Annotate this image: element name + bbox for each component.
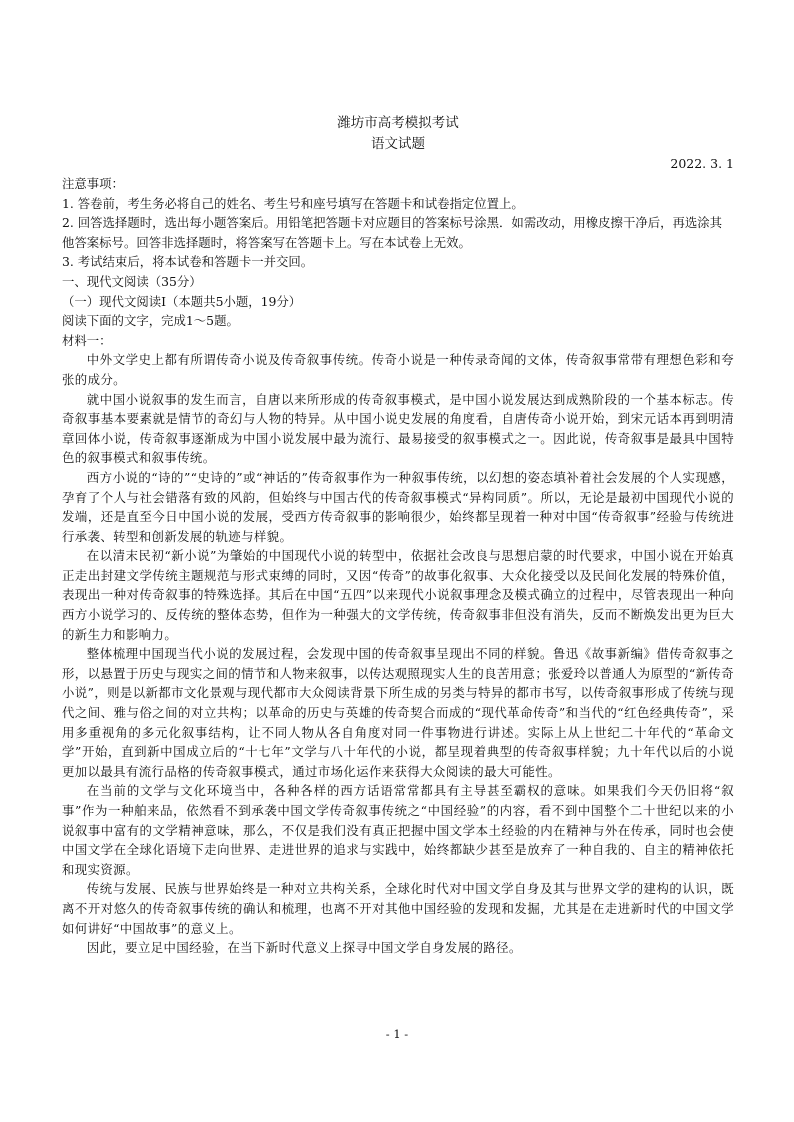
paragraph-1: 中外文学史上都有所谓传奇小说及传奇叙事传统。传奇小说是一种传录奇闻的文体，传奇叙事常带有理想色彩和夸张的成分。 [62, 352, 734, 387]
exam-title: 潍坊市高考模拟考试 [337, 115, 459, 131]
paragraph-8: 因此，要立足中国经验，在当下新时代意义上探寻中国文学自身发展的路径。 [86, 940, 522, 956]
note-item-1: 1. 答卷前，考生务必将自己的姓名、考生号和座号填写在答题卡和试卷指定位置上。 [62, 195, 524, 211]
page-number: - 1 - [385, 1027, 409, 1041]
notes-heading: 注意事项： [62, 176, 124, 191]
document-page [62, 112, 734, 958]
paragraph-5: 整体梳理中国现当代小说的发展过程，会发现中国的传奇叙事呈现出不同的样貌。鲁迅《故事新编》借传奇叙事之形，以悬置于历史与现实之间的情节和人物来叙事，以传达观照现实人生的良苦用意；张爱玲以普通人为原型的“新传奇小说”，则是以新都市文化景观与现代都市大众阅读背景下所生成的另类与特异的都市书写，以传奇叙事形成了传统与现代之间、雅与俗之间的对立共构；以革命的历史与英雄的传奇契合而成的“现代革命传奇”和当代的“红色经典传奇”，采用多重视角的多元化叙事结构，让不同人物从各自角度对同一件事物进行讲述。实际上从上世纪二十年代的“革命文学”开始，直到新中国成立后的“十七年”文学与八十年代的小说，都呈现着典型的传奇叙事样貌；九十年代以后的小说更加以最具有流行品格的传奇叙事模式，通过市场化运作来获得大众阅读的最大可能性。 [62, 646, 734, 779]
material-label: 材料一： [62, 332, 112, 348]
paragraph-4: 在以清末民初“新小说”为肇始的中国现代小说的转型中，依据社会改良与思想启蒙的时代要求，中国小说在开始真正走出封建文学传统主题规范与形式束缚的同时，又因“传奇”的故事化叙事、大众化接受以及民间化发展的特殊价值，表现出一种对传奇叙事的特殊选择。其后在中国“五四”以来现代小说叙事理念及模式确立的过程中，尽管表现出一种向西方小说学习的、反传统的整体态势，但作为一种强大的文学传统，传奇叙事非但没有消失，反而不断焕发出更为巨大的新生力和影响力。 [62, 548, 734, 642]
paragraph-2: 就中国小说叙事的发生而言，自唐以来所形成的传奇叙事模式，是中国小说发展达到成熟阶段的一个基本标志。传奇叙事基本要素就是情节的奇幻与人物的特异。从中国小说史发展的角度看，自唐传奇小说开始，到宋元话本再到明清章回体小说，传奇叙事逐渐成为中国小说发展中最为流行、最易接受的叙事模式之一。因此说，传奇叙事是最具中国特色的叙事模式和叙事传统。 [62, 391, 734, 466]
section-heading: 一、现代文阅读（35分） [62, 273, 202, 289]
note-item-2: 2. 回答选择题时，选出每小题答案后。用铅笔把答题卡对应题目的答案标号涂黑．如需改动，用橡皮擦干净后，再选涂其他答案标号。回答非选择题时，将答案写在答题卡上。写在本试卷上无效。 [62, 215, 723, 250]
paragraph-6: 在当前的文学与文化环境当中，各种各样的西方话语常常都具有主导甚至霸权的意味。如果我们今天仍旧将“叙事”作为一种舶来品，依然看不到承袭中国文学传奇叙事传统之“中国经验”的内容，看不到中国整个二十世纪以来的小说叙事中富有的文学精神意味，那么，不仅是我们没有真正把握中国文学本土经验的内在精神与外在传承，同时也会使中国文学在全球化语境下走向世界、走进世界的追求与实践中，始终都缺少甚至是放弃了一种自我的、自主的精神依托和现实资源。 [62, 783, 734, 877]
exam-date: 2022. 3. 1 [670, 156, 734, 171]
reading-instruction: 阅读下面的文字，完成1～5题。 [62, 313, 239, 329]
section-subheading: （一）现代文阅读Ⅰ（本题共5小题，19分） [62, 293, 302, 309]
note-item-3: 3. 考试结束后，将本试卷和答题卡一并交回。 [62, 254, 314, 270]
exam-subtitle: 语文试题 [371, 136, 425, 152]
paragraph-3: 西方小说的“诗的”“史诗的”或“神话的”传奇叙事作为一种叙事传统，以幻想的姿态填补着社会发展的个人实现感，孕育了个人与社会错落有致的风韵，但始终与中国古代的传奇叙事模式“异构同质”。所以，无论是最初中国现代小说的发端，还是直至今日中国小说的发展，受西方传奇叙事的影响很少，始终都呈现着一种对中国“传奇叙事”经验与传统进行承袭、转型和创新发展的轨迹与样貌。 [62, 469, 734, 544]
paragraph-7: 传统与发展、民族与世界始终是一种对立共构关系，全球化时代对中国文学自身及其与世界文学的建构的认识，既离不开对悠久的传奇叙事传统的确认和梳理，也离不开对其他中国经验的发现和发掘，尤其是在走进新时代的中国文学如何讲好“中国故事”的意义上。 [62, 881, 734, 936]
